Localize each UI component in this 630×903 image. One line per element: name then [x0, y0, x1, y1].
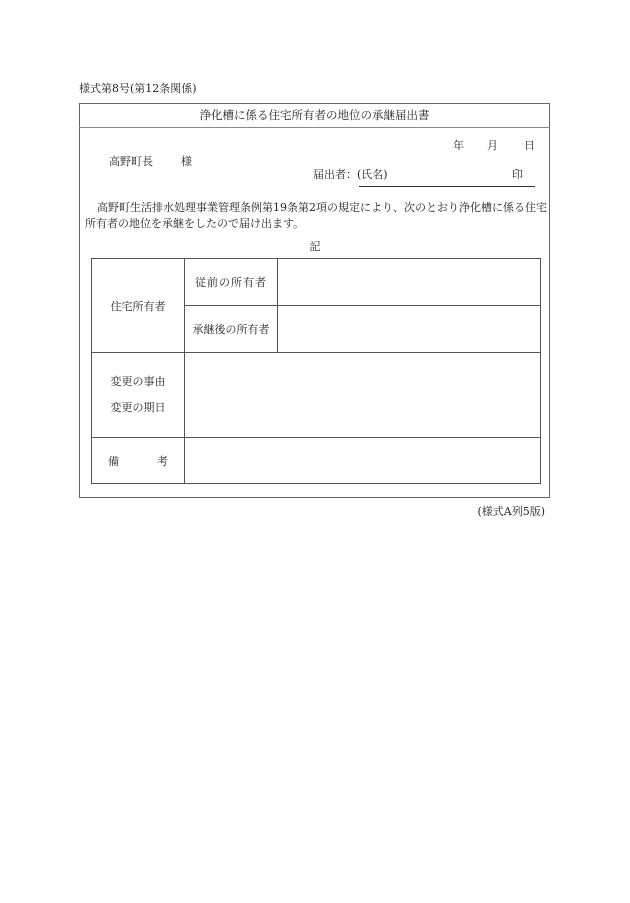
- date-month-label: 月: [487, 139, 498, 152]
- remarks-label: [92, 438, 185, 484]
- remarks-field[interactable]: [185, 438, 541, 484]
- applicant-name-field[interactable]: [359, 186, 535, 187]
- previous-owner-label: 従前の所有者: [185, 259, 278, 306]
- successor-owner-field[interactable]: [278, 306, 541, 353]
- form-title: 浄化槽に係る住宅所有者の地位の承継届出書: [79, 103, 550, 128]
- table-row: [92, 259, 541, 306]
- addressee: [109, 153, 192, 169]
- change-reason-date-field[interactable]: [185, 353, 541, 438]
- change-reason-date-label: [92, 353, 185, 438]
- applicant-name-label: 届出者：(氏名): [313, 168, 388, 181]
- previous-owner-field[interactable]: [278, 259, 541, 306]
- date-year-label: 年: [453, 139, 464, 152]
- record-table: [91, 258, 541, 484]
- paper-size-note: (様式A列5版): [477, 505, 545, 518]
- date-day-label: 日: [524, 139, 535, 152]
- ki-heading: 記: [309, 240, 321, 253]
- addressee-name: 高野町長: [109, 155, 153, 168]
- table-row: [92, 438, 541, 484]
- change-date-label: 変更の期日: [110, 401, 166, 414]
- remarks-label-right: 考: [157, 454, 168, 468]
- form-reference: 様式第8号(第12条関係): [79, 82, 197, 95]
- table-row: [92, 353, 541, 438]
- addressee-honorific: 様: [181, 155, 192, 168]
- seal-label: 印: [512, 168, 523, 181]
- owner-group-label: 住宅所有者: [92, 259, 185, 353]
- declaration-text: 高野町生活排水処理事業管理条例第19条第2項の規定により、次のとおり浄化槽に係る住宅所有者の地位を承継をしたので届け出ます。: [85, 201, 547, 230]
- change-reason-label: 変更の事由: [110, 375, 166, 388]
- remarks-label-left: 備: [108, 454, 119, 468]
- successor-owner-label: 承継後の所有者: [185, 306, 278, 353]
